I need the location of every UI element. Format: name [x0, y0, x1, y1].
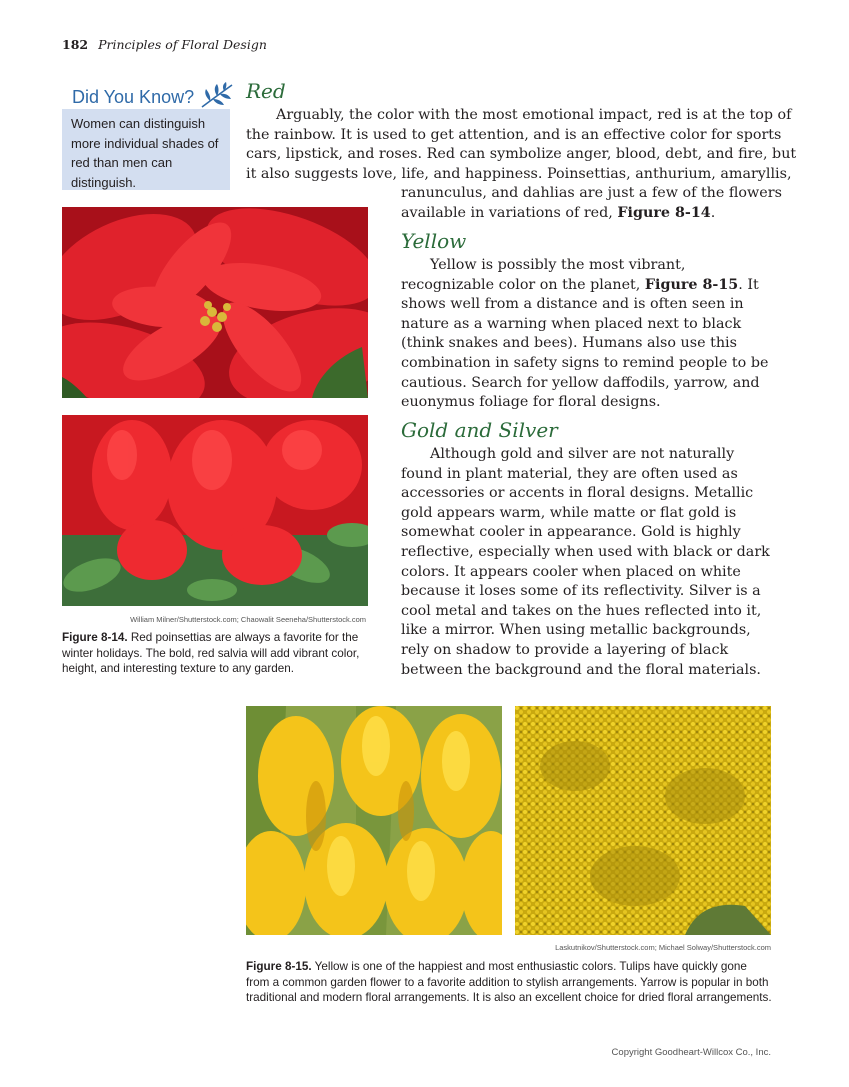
figure-8-14-credit: William Milner/Shutterstock.com; Chaowalit Seeneha/Shutterstock.com — [130, 615, 366, 624]
red-paragraph — [246, 106, 797, 184]
poinsettia-photo — [62, 207, 368, 398]
gold-silver-paragraph: Although gold and silver are not naturally found in plant material, they are often used as accessories or accents in floral designs. Metallic gold appears warm, while matte or flat gold is somewhat cooler in appearance. Gold is highly reflective, especially when used with black or dark colors. It appears cooler when placed on white because it loses some of its reflectivity. Silver is a cool metal and takes on the hues reflected into it, like a mirror. When using metallic backgrounds, rely on shadow to provide a layering of black between the background and the floral materials. — [401, 446, 770, 678]
tulips-image — [246, 706, 502, 935]
yarrow-image — [515, 706, 771, 935]
yarrow-photo — [515, 706, 771, 935]
figure-8-14-caption: Figure 8-14. Red poinsettias are always a favorite for the winter holidays. The bold, red salvia will add vibrant color, height, and interesting texture to any garden. — [62, 631, 360, 675]
tulips-photo — [246, 706, 502, 935]
poinsettia-image — [62, 207, 368, 398]
leaf-sprig-icon — [200, 81, 234, 109]
figure-8-15-label: Figure 8-15. — [246, 960, 312, 973]
heading-red: Red — [246, 79, 286, 103]
copyright: Copyright Goodheart-Willcox Co., Inc. — [611, 1047, 771, 1058]
red-line-6: available in variations of red, Figure 8-14. — [401, 204, 716, 221]
red-line-1: Arguably, the color with the most emotional impact, red is at the top of — [276, 107, 792, 123]
red-line-5: ranunculus, and dahlias are just a few of the flowers — [401, 185, 782, 201]
figure-8-15-credit: Laskutnikov/Shutterstock.com; Michael Solway/Shutterstock.com — [555, 943, 771, 952]
did-you-know-panel — [62, 109, 230, 190]
page-number: 182 — [62, 37, 89, 52]
red-line-3: cars, lipstick, and roses. Red can symbolize anger, blood, debt, and fire, but — [246, 146, 797, 163]
book-title: Principles of Floral Design — [98, 37, 267, 52]
heading-yellow: Yellow — [401, 229, 467, 253]
salvia-photo — [62, 415, 368, 606]
red-line-2: the rainbow. It is used to get attention, and is an effective color for sports — [246, 126, 782, 143]
did-you-know-box — [62, 84, 230, 190]
red-paragraph-continued — [401, 184, 782, 223]
did-you-know-heading: Did You Know? — [72, 87, 195, 107]
figure-8-14-label: Figure 8-14. — [62, 631, 128, 644]
heading-gold-and-silver: Gold and Silver — [401, 418, 558, 442]
figure-8-15-reference: Figure 8-15 — [644, 276, 739, 293]
running-header — [62, 37, 267, 52]
figure-8-15-caption: Figure 8-15. Yellow is one of the happiest and most enthusiastic colors. Tulips have quickly gone from a common garden flower to a favorite addition to stylish arrangements. Yarrow is popular in both traditional and modern floral arrangements. It is also an excellent choice for dried floral arrangements. — [246, 960, 772, 1004]
yellow-paragraph: Yellow is possibly the most vibrant, recognizable color on the planet, Figure 8-15. It shows well from a distance and is often seen in nature as a warning when placed next to black (think snakes and bees). Humans also use this combination in safety signs to remind people to be cautious. Search for yellow daffodils, yarrow, and euonymus foliage for floral designs. — [401, 257, 769, 411]
figure-8-14-reference: Figure 8-14 — [617, 204, 711, 221]
salvia-image — [62, 415, 368, 606]
red-line-4: it also suggests love, life, and happiness. Poinsettias, anthurium, amaryllis, — [246, 165, 792, 182]
did-you-know-text: Women can distinguish more individual shades of red than men can distinguish. — [71, 116, 219, 190]
